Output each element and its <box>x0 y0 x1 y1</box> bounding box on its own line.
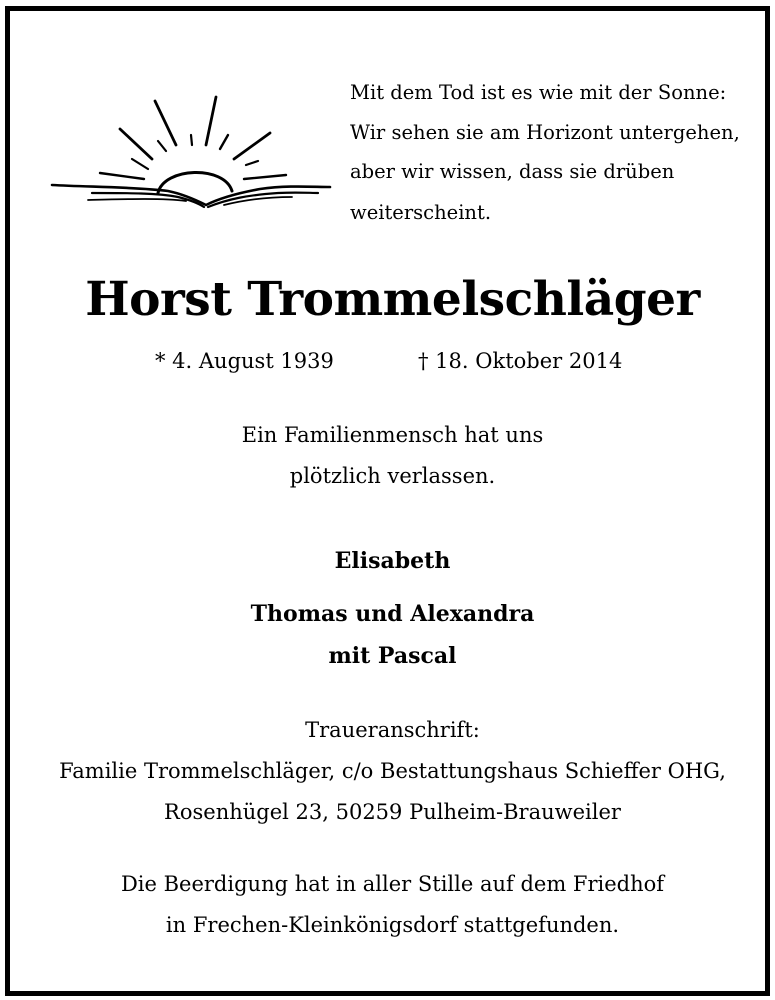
obituary-frame <box>5 6 770 996</box>
address-line: Familie Trommelschläger, c/o Bestattungshaus Schieffer OHG, <box>59 759 726 783</box>
mourner-line: mit Pascal <box>328 643 457 669</box>
address-heading: Traueranschrift: <box>305 718 480 742</box>
mourner-line: Thomas und Alexandra <box>250 601 535 627</box>
message-line: plötzlich verlassen. <box>289 464 496 488</box>
address-line: Rosenhügel 23, 50259 Pulheim-Brauweiler <box>164 800 621 824</box>
quote-line: Mit dem Tod ist es wie mit der Sonne: <box>350 81 727 104</box>
quote-line: aber wir wissen, dass sie drüben <box>350 160 675 183</box>
deceased-name: Horst Trommelschläger <box>85 272 700 327</box>
quote-line: weiterscheint. <box>350 201 492 224</box>
mourner-line: Elisabeth <box>334 548 451 574</box>
death-date: † 18. Oktober 2014 <box>418 349 623 373</box>
funeral-line: Die Beerdigung hat in aller Stille auf dem Friedhof <box>120 872 665 896</box>
funeral-line: in Frechen-Kleinkönigsdorf stattgefunden. <box>165 913 620 937</box>
message-line: Ein Familienmensch hat uns <box>241 423 544 447</box>
quote-line: Wir sehen sie am Horizont untergehen, <box>350 121 740 144</box>
setting-sun-icon <box>48 89 338 219</box>
birth-date: * 4. August 1939 <box>155 349 334 373</box>
